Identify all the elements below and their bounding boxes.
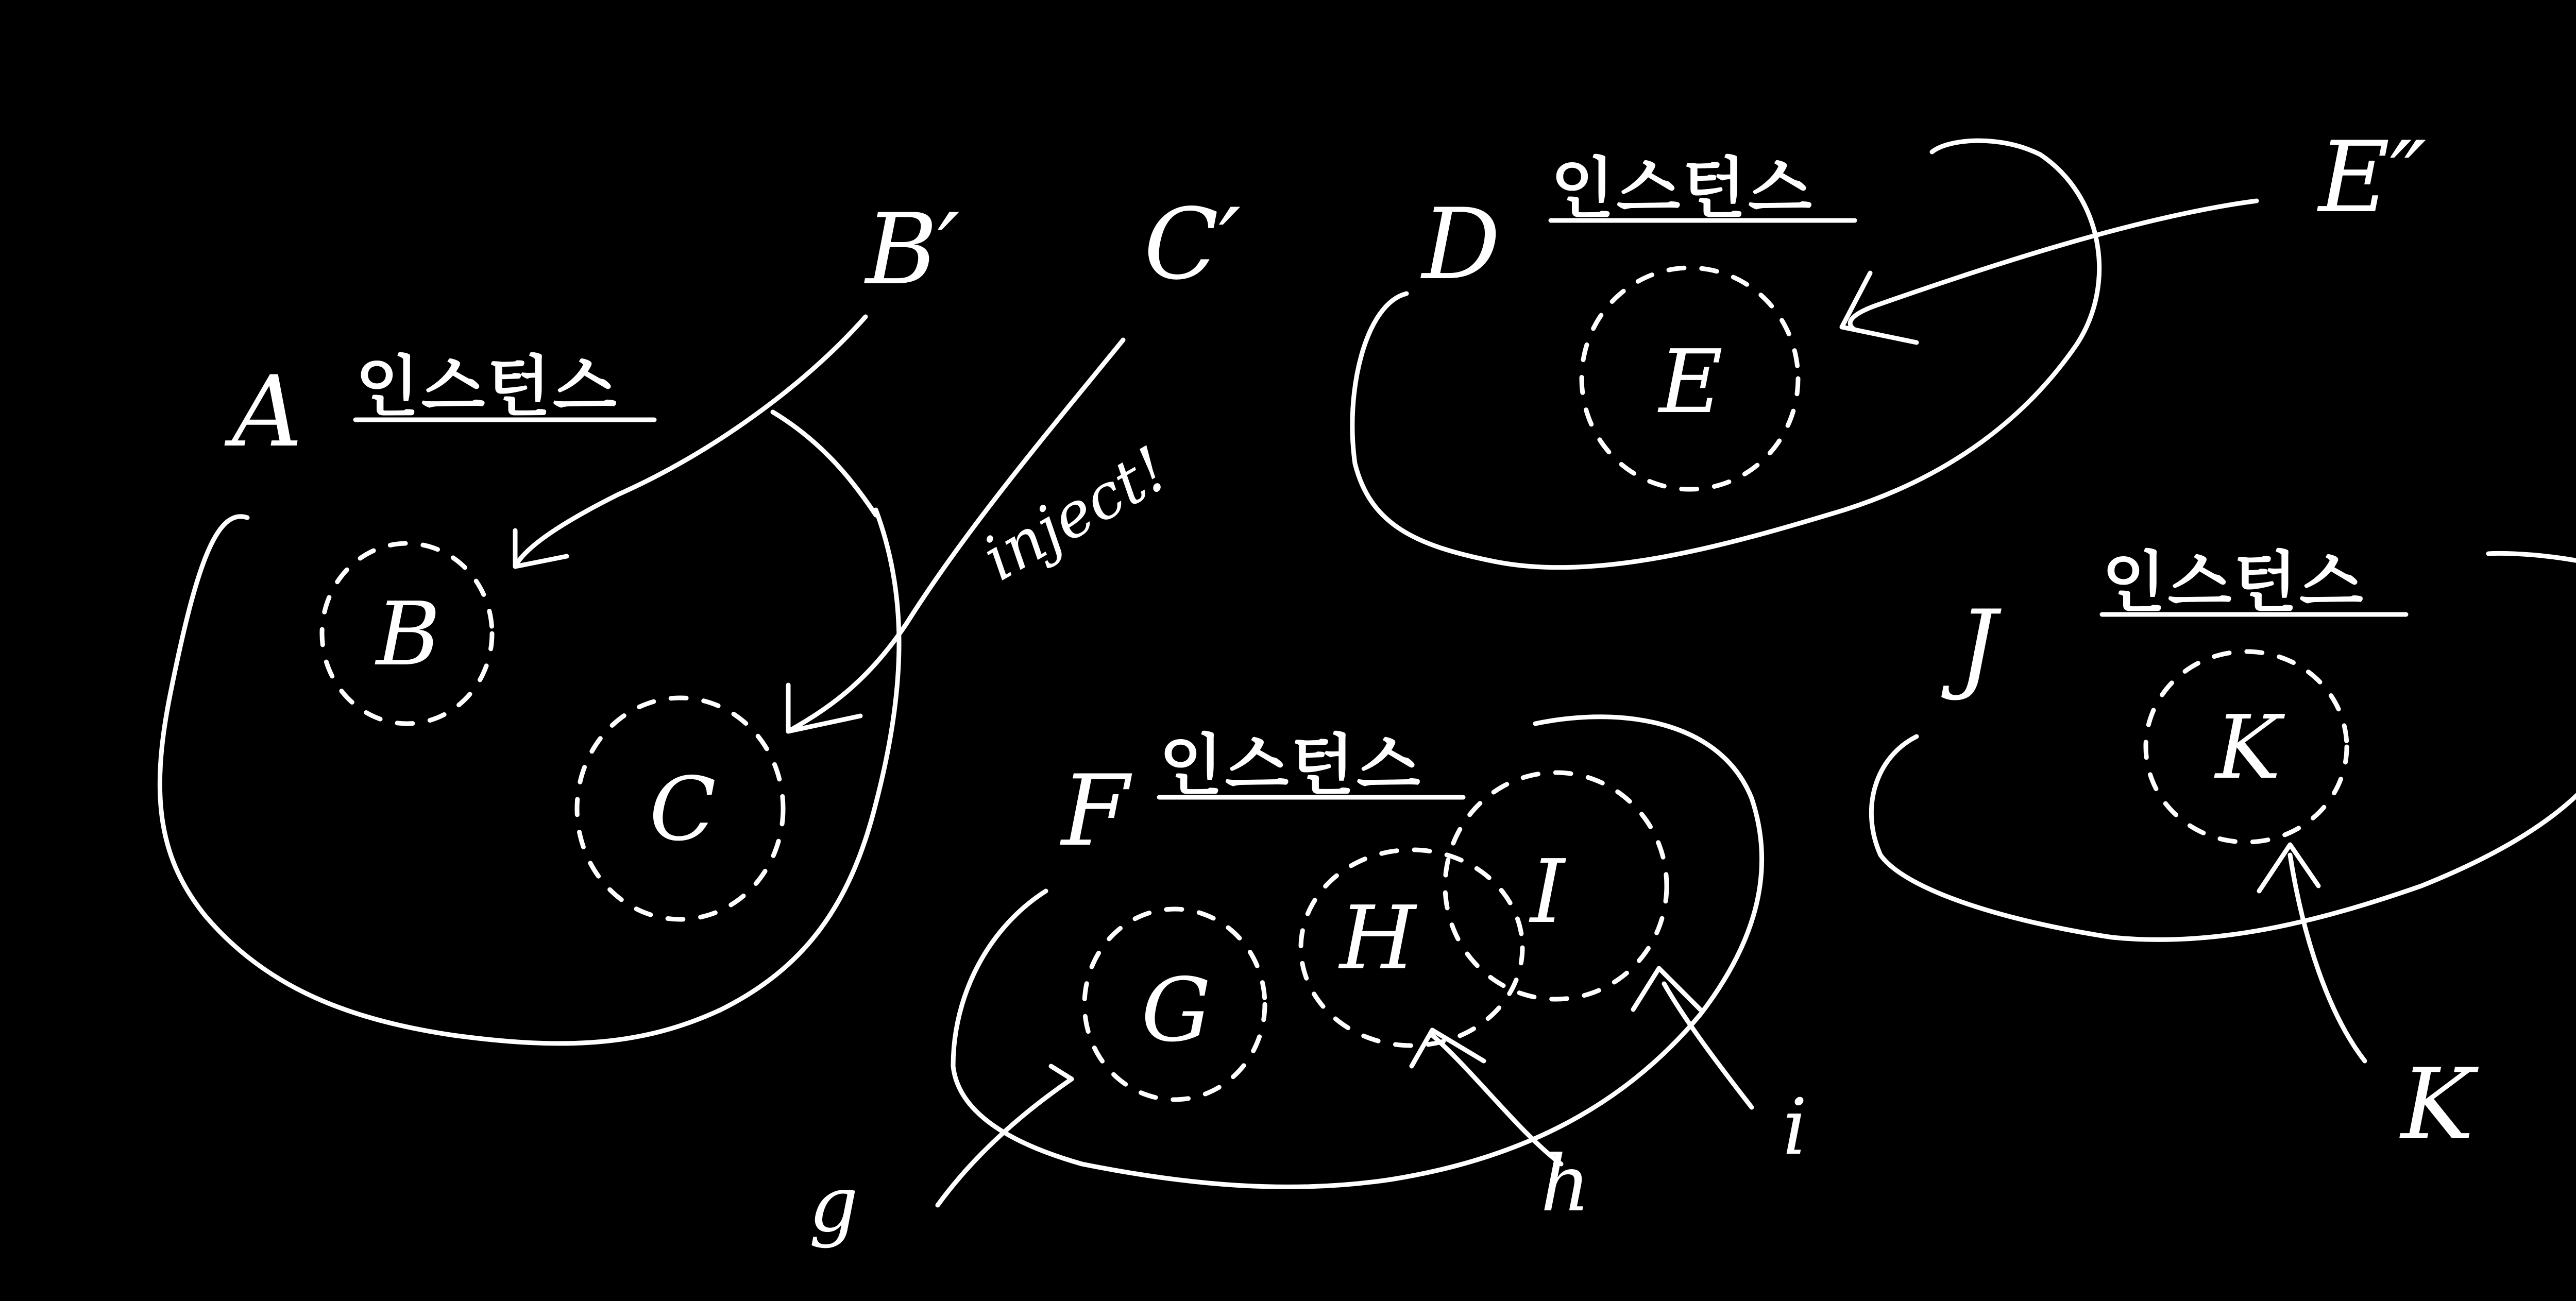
- external-i: i: [1783, 1083, 1807, 1172]
- external-b-prime: B′: [866, 193, 960, 306]
- arrow-e-head: [1842, 273, 1917, 343]
- group-f: [953, 717, 1762, 1187]
- group-j-letter: J: [1958, 589, 1997, 703]
- group-f-instance-h: H: [1340, 887, 1416, 989]
- group-a-label: 인스턴스: [355, 349, 619, 425]
- group-f-instance-g: G: [1141, 960, 1211, 1062]
- external-g: g: [809, 1160, 859, 1249]
- arrow-e-prime-to-e: [1850, 201, 2257, 330]
- group-a-instance-c: C: [649, 759, 717, 861]
- group-f-letter: F: [1061, 754, 1129, 868]
- arrow-k: [2290, 855, 2365, 1061]
- arrow-g: [938, 1079, 1072, 1205]
- external-c-prime: C′: [1144, 187, 1241, 301]
- arrow-k-head: [2259, 845, 2318, 891]
- group-j-instance-k: K: [2215, 697, 2281, 799]
- group-d-letter: D: [1422, 187, 1501, 301]
- external-e-prime: E″: [2318, 121, 2427, 234]
- external-h: h: [1540, 1139, 1590, 1229]
- group-j-label: 인스턴스: [2102, 544, 2365, 621]
- group-f-label: 인스턴스: [1159, 727, 1422, 804]
- arrow-b-head: [515, 530, 567, 567]
- arrow-b-branch: [773, 412, 876, 515]
- annotation-inject: inject!: [971, 433, 1180, 595]
- group-d: [1352, 141, 2099, 568]
- group-f-instance-i: I: [1530, 841, 1565, 943]
- group-a-letter: A: [232, 355, 303, 469]
- group-a-instance-b: B: [376, 584, 440, 686]
- group-j: [1871, 544, 2576, 939]
- group-d-label: 인스턴스: [1551, 150, 1814, 227]
- group-d-instance-e: E: [1659, 331, 1723, 433]
- group-a-boundary: [160, 510, 899, 1043]
- external-k: K: [2401, 1048, 2474, 1161]
- arrow-g-head: [1051, 1066, 1072, 1079]
- arrow-h: [1432, 1035, 1561, 1164]
